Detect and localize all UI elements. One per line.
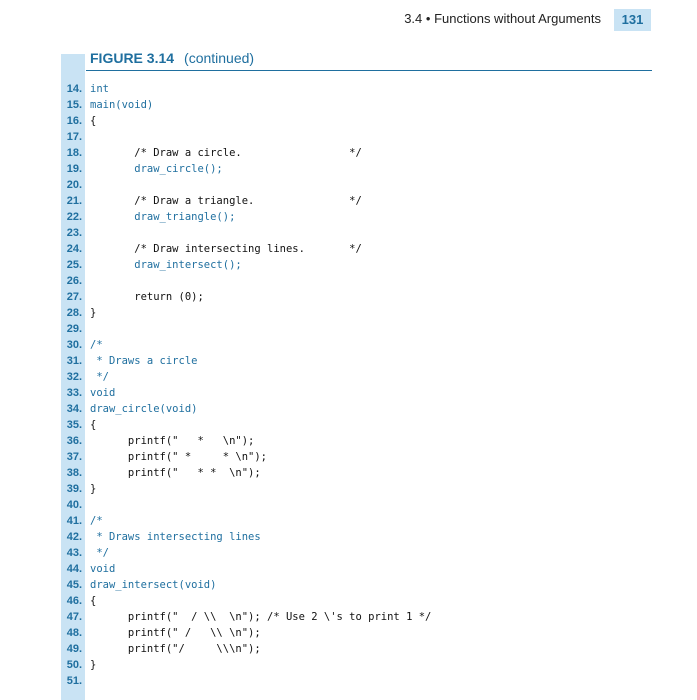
line-number: 33. (66, 387, 82, 399)
line-number: 22. (66, 211, 82, 223)
section-title: Functions without Arguments (434, 11, 601, 26)
code-text: { (90, 595, 97, 607)
line-number: 26. (66, 275, 82, 287)
line-number: 42. (66, 531, 82, 543)
code-text: */ (90, 371, 109, 383)
code-text: } (90, 483, 97, 495)
line-number: 28. (66, 307, 82, 319)
code-text: printf(" * * \n"); (90, 451, 268, 463)
code-text: void (90, 387, 116, 399)
line-number: 47. (66, 611, 82, 623)
figure-continued: (continued) (184, 50, 255, 66)
code-text: printf(" * * \n"); (90, 467, 261, 479)
header-bullet: • (425, 11, 431, 26)
code-text: * Draws a circle (90, 355, 198, 367)
code-text: return (0); (90, 291, 204, 303)
code-text: /* Draw a triangle. */ (90, 195, 362, 207)
code-text: /* (90, 515, 103, 527)
line-number: 40. (66, 499, 82, 511)
page-number: 131 (614, 9, 651, 31)
section-number: 3.4 (404, 11, 423, 26)
line-number: 45. (66, 579, 82, 591)
code-text: draw_circle(void) (90, 403, 198, 415)
code-text: } (90, 659, 97, 671)
code-text: main(void) (90, 99, 154, 111)
code-text: printf(" * \n"); (90, 435, 255, 447)
line-number: 34. (66, 403, 82, 415)
code-text: draw_intersect(); (90, 259, 242, 271)
code-text: printf(" / \\ \n"); /* Use 2 \'s to print 1 */ (90, 611, 432, 623)
line-number: 27. (66, 291, 82, 303)
line-number: 35. (66, 419, 82, 431)
code-text: int (90, 83, 109, 95)
code-text: { (90, 115, 97, 127)
line-number: 46. (66, 595, 82, 607)
code-text: /* Draw a circle. */ (90, 147, 362, 159)
code-text: void (90, 563, 116, 575)
code-text: draw_triangle(); (90, 211, 236, 223)
line-number: 25. (66, 259, 82, 271)
code-text: { (90, 419, 97, 431)
figure-label: FIGURE 3.14 (90, 50, 175, 66)
line-number: 30. (66, 339, 82, 351)
line-number: 51. (66, 675, 82, 687)
code-text: } (90, 307, 97, 319)
line-number: 14. (66, 83, 82, 95)
figure-title (90, 50, 254, 66)
running-header-text (404, 11, 601, 26)
line-number: 20. (66, 179, 82, 191)
line-number: 37. (66, 451, 82, 463)
line-number: 23. (66, 227, 82, 239)
code-text: /* Draw intersecting lines. */ (90, 243, 362, 255)
code-text: printf("/ \\\n"); (90, 643, 261, 655)
line-number: 36. (66, 435, 82, 447)
line-number: 15. (66, 99, 82, 111)
line-number: 18. (66, 147, 82, 159)
line-number: 49. (66, 643, 82, 655)
line-number: 31. (66, 355, 82, 367)
line-number: 17. (66, 131, 82, 143)
code-text: printf(" / \\ \n"); (90, 627, 261, 639)
line-number: 16. (66, 115, 82, 127)
code-text: draw_intersect(void) (90, 579, 217, 591)
line-number: 32. (66, 371, 82, 383)
code-text: */ (90, 547, 109, 559)
line-number: 38. (66, 467, 82, 479)
code-text: draw_circle(); (90, 163, 223, 175)
code-text: * Draws intersecting lines (90, 531, 261, 543)
line-number: 21. (66, 195, 82, 207)
figure-rule (86, 70, 652, 71)
line-number: 48. (66, 627, 82, 639)
line-number: 43. (66, 547, 82, 559)
line-number: 24. (66, 243, 82, 255)
line-number: 41. (66, 515, 82, 527)
line-number: 19. (66, 163, 82, 175)
line-number: 29. (66, 323, 82, 335)
line-number: 50. (66, 659, 82, 671)
code-text: /* (90, 339, 103, 351)
running-header (0, 9, 697, 31)
line-number: 44. (66, 563, 82, 575)
line-number: 39. (66, 483, 82, 495)
